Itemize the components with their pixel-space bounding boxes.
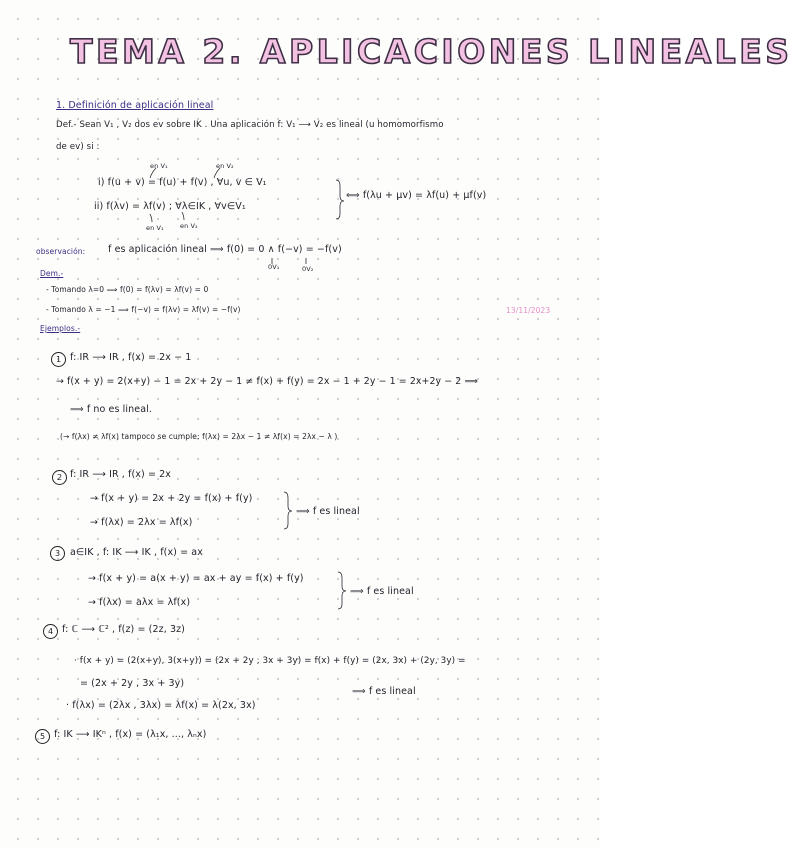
example-1-line-2: ⟹ f no es lineal. [70,404,152,415]
example-3-result: ⟹ f es lineal [350,586,414,597]
example-4-line-3: · f(λx) = (2λx , 3λx) = λf(x) = λ(2x, 3x) [66,700,256,711]
example-4-head: f: ℂ ⟶ ℂ² , f(z) = (2z, 3z) [62,624,185,635]
example-3-line-1: → f(x + y) = a(x + y) = ax + ay = f(x) + f(y) [88,573,304,584]
annotation-arrow [214,168,220,178]
section-heading: 1. Definición de aplicación lineal [56,100,214,111]
annotation-arrow [150,168,156,178]
example-number-badge: 5 [35,729,50,744]
example-2-head: f: IR ⟶ IR , f(x) = 2x [70,469,171,480]
observation-text: f es aplicación lineal ⟹ f(0) = 0 ∧ f(−v) = −f(v) [108,244,342,255]
observation-label: observación: [36,247,86,256]
brace [336,180,344,219]
proof-line-1: - Tomando λ=0 ⟹ f(0) = f(λv) = λf(v) = 0 [46,285,209,294]
example-4-result: ⟹ f es lineal [352,686,416,697]
example-2-line-2: → f(λx) = 2λx = λf(x) [90,517,193,528]
definition-line-2: de ev) si : [56,142,100,152]
example-number-badge: 1 [51,352,66,367]
condition-ii: ii) f(λv) = λf(v) ; ∀λ∈IK , ∀v∈V₁ [94,201,246,212]
example-1-head: f: IR ⟶ IR , f(x) = 2x − 1 [70,352,192,363]
annotation-arrow [182,212,184,220]
brace [338,572,346,609]
proof-label: Dem.- [40,269,64,278]
annotation-0v1: 0V₁ [268,263,280,271]
annotation-en-v2-b: en V₂ [180,222,198,230]
annotation-0v2: 0V₂ [302,265,314,273]
date-stamp: 13/11/2023 [506,306,551,315]
example-number-badge: 4 [43,624,58,639]
annotation-en-v2: en V₂ [216,162,234,170]
brace [284,492,292,529]
example-1-line-3: (→ f(λx) ≠ λf(x) tampoco se cumple: f(λx) = 2λx − 1 ≠ λf(x) = 2λx − λ ) [60,432,338,441]
example-4-line-2: = (2x + 2y , 3x + 3y) [80,678,185,689]
definition-line-1: Def.- Sean V₁ , V₂ dos ev sobre IK . Una aplicación f: V₁ ⟶ V₂ es lineal (u homomorfismo [56,120,444,130]
condition-i: i) f(u + v) = f(u) + f(v) , ∀u, v ∈ V₁ [98,177,267,188]
example-1-line-1: → f(x + y) = 2(x+y) − 1 = 2x + 2y − 1 ≠ f(x) + f(y) = 2x − 1 + 2y − 1 = 2x+2y − 2 ⟹ [56,376,478,387]
annotation-arrow [150,214,152,222]
example-5-head: f: IK ⟶ IKⁿ , f(x) = (λ₁x, ..., λₙx) [54,729,207,740]
proof-line-2: - Tomando λ = −1 ⟹ f(−v) = f(λv) = λf(v) = −f(v) [46,305,241,314]
example-2-result: ⟹ f es lineal [296,506,360,517]
annotation-en-v1-b: en V₁ [146,224,164,232]
page-title: TEMA 2. APLICACIONES LINEALES [70,32,793,71]
example-4-line-1: · f(x + y) = (2(x+y), 3(x+y)) = (2x + 2y , 3x + 3y) = f(x) + f(y) = (2x, 3x) + (2y, 3y) = [74,656,466,666]
combined-condition: ⟺ f(λu + μv) = λf(u) + μf(v) [346,190,487,201]
example-2-line-1: → f(x + y) = 2x + 2y = f(x) + f(y) [90,493,253,504]
example-3-head: a∈IK , f: IK ⟶ IK , f(x) = ax [70,547,203,558]
example-number-badge: 3 [50,546,65,561]
example-3-line-2: → f(λx) = aλx = λf(x) [88,597,191,608]
examples-label: Ejemplos.- [40,324,81,333]
example-number-badge: 2 [52,470,67,485]
annotation-en-v1: en V₁ [150,162,168,170]
